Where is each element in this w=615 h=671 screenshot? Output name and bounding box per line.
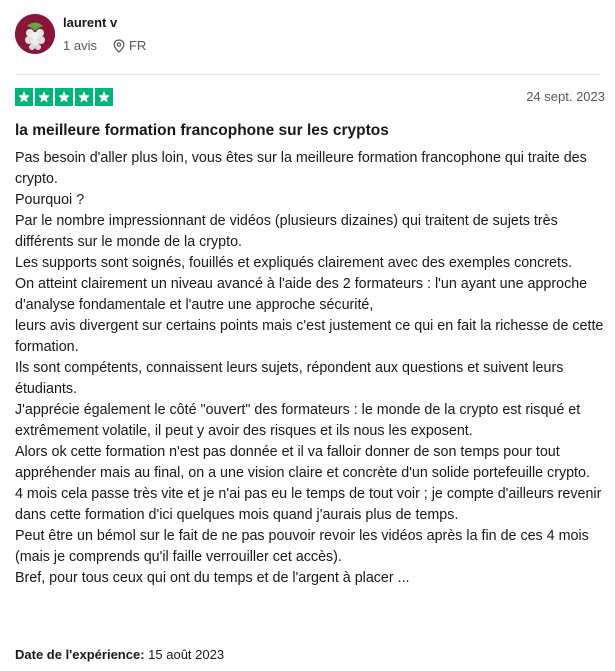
reviewer-name[interactable]: laurent v (63, 15, 118, 30)
star-icon (55, 88, 73, 106)
star-icon (15, 88, 33, 106)
review-paragraph: leurs avis divergent sur certains points mais c'est justement ce qui en fait la richesse de cette formation. (15, 318, 604, 355)
location-pin-icon (113, 39, 125, 53)
reviewer-info[interactable] (15, 14, 146, 54)
review-paragraph: Ils sont compétents, connaissent leurs sujets, répondent aux questions et suivent leurs étudiants. (15, 360, 564, 397)
review-body (15, 148, 605, 589)
experience-label: Date de l'expérience: (15, 647, 145, 662)
star-icon (75, 88, 93, 106)
experience-date (15, 647, 224, 662)
review-paragraph: 4 mois cela passe très vite et je n'ai pas eu le temps de tout voir ; je compte d'ailleurs revenir dans cette formation d'ici quelques mois quand j'aurais plus de temps. (15, 486, 602, 523)
review-paragraph: J'apprécie également le côté "ouvert" des formateurs : le monde de la crypto est risqué et extrêmement volatile, il peut y avoir des risques et ils nous les exposent. (15, 402, 581, 439)
review-date: 24 sept. 2023 (526, 89, 605, 104)
review-title[interactable]: la meilleure formation francophone sur les cryptos (15, 122, 389, 139)
star-rating (15, 88, 115, 106)
raspberry-avatar-icon[interactable] (15, 14, 55, 54)
reviewer-country: FR (128, 38, 147, 53)
experience-value: 15 août 2023 (148, 647, 225, 662)
review-paragraph: Bref, pour tous ceux qui ont du temps et de l'argent à placer ... (15, 570, 410, 586)
review-count: 1 avis (63, 38, 97, 53)
review-paragraph: Alors ok cette formation n'est pas donnée et il va falloir donner de son temps pour tout appréhender mais au final, on a une vision claire et concrète d'un solide portefeuille crypto. (15, 444, 590, 481)
star-icon (35, 88, 53, 106)
review-paragraph: Peut être un bémol sur le fait de ne pas pouvoir revoir les vidéos après la fin de ces 4 mois (mais je comprends qu'il faille verrouiller cet accès). (15, 528, 589, 565)
review-paragraph: Par le nombre impressionnant de vidéos (plusieurs dizaines) qui traitent de sujets très différents sur le monde de la crypto. (15, 213, 558, 250)
review-paragraph: Pas besoin d'aller plus loin, vous êtes sur la meilleure formation francophone qui traite des crypto. (15, 150, 587, 187)
star-icon (95, 88, 113, 106)
review-paragraph: Les supports sont soignés, fouillés et expliqués clairement avec des exemples concrets. (15, 255, 573, 271)
review-paragraph: Pourquoi ? (15, 192, 85, 208)
review-paragraph: On atteint clairement un niveau avancé à l'aide des 2 formateurs : l'un ayant une approche d'analyse fondamentale et l'autre une approche sécurité, (15, 276, 588, 313)
divider (15, 74, 600, 75)
